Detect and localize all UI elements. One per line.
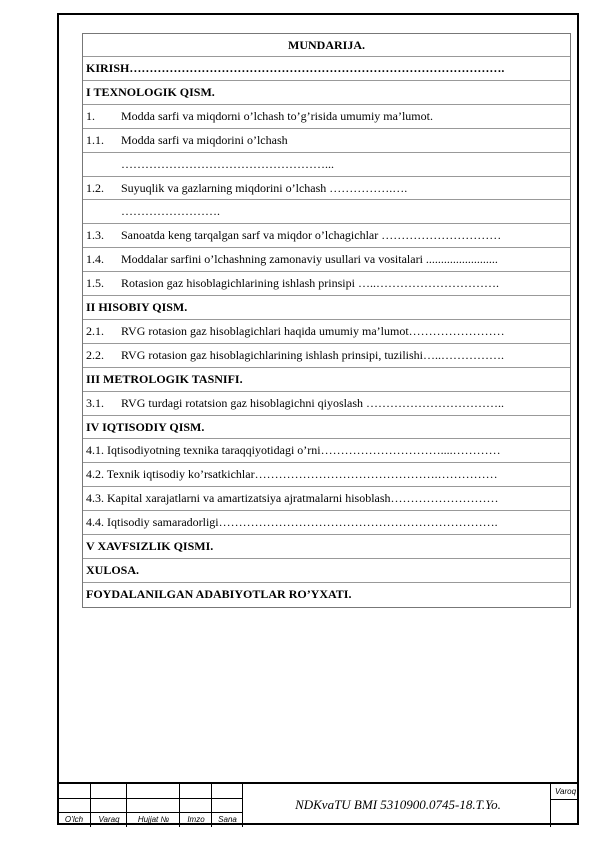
toc-entry-number: 1.: [86, 108, 95, 123]
toc-entry: [86, 57, 567, 79]
stamp-column-label: Imzo: [187, 815, 205, 824]
toc-entry: [86, 439, 567, 461]
toc-entry-text: I TEXNOLOGIK QISM.: [86, 84, 215, 99]
toc-entry: [86, 81, 567, 103]
toc-entry: [86, 320, 567, 342]
toc-entry-text: Modda sarfi va miqdorini o’lchash: [121, 132, 288, 147]
toc-entry-number: 2.2.: [86, 347, 104, 362]
toc-entry: [86, 129, 567, 151]
table-of-contents: [82, 33, 571, 608]
toc-entry-number: 2.1.: [86, 323, 104, 338]
toc-entry: [86, 463, 567, 485]
toc-entry: [86, 583, 567, 605]
toc-entry-text: Suyuqlik va gazlarning miqdorini o’lchash …………….….: [121, 180, 408, 195]
toc-entry: [86, 511, 567, 533]
toc-entry-text: Rotasion gaz hisoblagichlarining ishlash prinsipi …..………………………….: [121, 276, 499, 291]
toc-entry-text: 4.4. Iqtisodiy samaradorligi…………………………………………………………….: [86, 515, 498, 530]
toc-title: MUNDARIJA.: [288, 38, 365, 52]
toc-entry: [86, 200, 567, 222]
stamp-sheet-line: [551, 799, 579, 800]
toc-entry-text: V XAVFSIZLIK QISMI.: [86, 539, 214, 553]
stamp-column-label: O’lch: [64, 815, 84, 824]
toc-entry: [86, 105, 567, 127]
title-block-stamp: [57, 782, 579, 825]
toc-entry-number: 1.4.: [86, 252, 104, 267]
toc-entry: [86, 559, 567, 581]
toc-entry-number: 1.5.: [86, 276, 104, 291]
toc-entry: [86, 248, 567, 270]
toc-entry-text: RVG turdagi rotatsion gaz hisoblagichni qiyoslash ……………………………..: [121, 395, 505, 410]
toc-entry: [86, 416, 567, 438]
stamp-column-label: Varaq: [98, 815, 120, 824]
toc-entry-number: 1.3.: [86, 228, 104, 243]
sheet-label: Varoq: [554, 787, 577, 796]
stamp-column-label: Sana: [218, 815, 237, 824]
toc-entry-text: KIRISH………………………………………………………………………………….: [86, 61, 505, 75]
toc-entry-text: IV IQTISODIY QISM.: [86, 419, 205, 434]
toc-entry: [86, 344, 567, 366]
toc-entry-text: XULOSA.: [86, 562, 140, 577]
toc-entry-number: 3.1.: [86, 395, 104, 410]
toc-entry: [86, 153, 567, 175]
toc-entry-text: III METROLOGIK TASNIFI.: [86, 371, 243, 386]
toc-entry-text: II HISOBIY QISM.: [86, 300, 188, 314]
toc-entry-text: RVG rotasion gaz hisoblagichlari haqida umumiy ma’lumot……………………: [121, 323, 505, 338]
toc-entry-number: 1.1.: [86, 132, 104, 147]
toc-entry: [86, 535, 567, 557]
stamp-column-label: Hujjat №: [137, 815, 170, 824]
toc-entry: [86, 177, 567, 199]
toc-entry-text: ……………………………………………...: [121, 156, 334, 171]
toc-entry-text: 4.3. Kapital xarajatlarni va amartizatsiya ajratmalarni hisoblash………………………: [86, 491, 499, 506]
toc-entry-text: …………………….: [121, 204, 220, 219]
toc-entry: [86, 224, 567, 246]
toc-entry-text: 4.2. Texnik iqtisodiy ko’rsatkichlar……………………………………….……………: [86, 467, 498, 482]
document-code: NDKvaTU BMI 5310900.0745-18.T.Yo.: [295, 797, 501, 812]
toc-entry: [86, 392, 567, 414]
toc-entry-text: FOYDALANILGAN ADABIYOTLAR RO’YXATI.: [86, 586, 352, 601]
toc-entry-text: 4.1. Iqtisodiyotning texnika taraqqiyotidagi o’rni…………………………....…………: [86, 443, 501, 458]
toc-entry: [86, 296, 567, 318]
toc-entry: [86, 272, 567, 294]
toc-entry-text: RVG rotasion gaz hisoblagichlarining ishlash prinsipi, tuzilishi…..…………….: [121, 347, 505, 362]
toc-entry-text: Modda sarfi va miqdorni o’lchash to’g’risida umumiy ma’lumot.: [121, 108, 433, 123]
toc-entry: [86, 368, 567, 390]
toc-entry: [86, 487, 567, 509]
toc-entry-text: Sanoatda keng tarqalgan sarf va miqdor o’lchagichlar …………………………: [121, 228, 502, 243]
toc-entry-text: Moddalar sarfini o’lchashning zamonaviy usullari va vositalari ........................: [121, 252, 498, 267]
toc-entry-number: 1.2.: [86, 180, 104, 195]
